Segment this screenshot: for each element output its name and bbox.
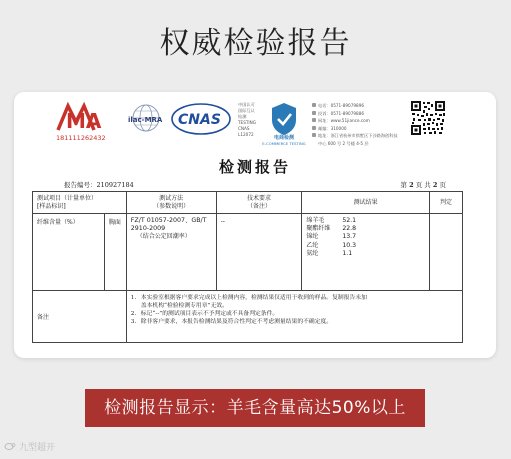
shield-title: 电商检测 (273, 135, 294, 141)
fiber-value: 13.7 (342, 233, 357, 241)
table-row (33, 214, 463, 291)
contact-line: 地址：浙江省杭州市拱墅区下沙路海创科技中心 600 号 2 号楼 4-5 层 (318, 133, 398, 146)
phone-icon (312, 111, 316, 115)
note-number: 3. (130, 319, 137, 325)
note-item (131, 294, 458, 302)
cell-item: 纤维含量（%） (33, 214, 105, 291)
col-judgement: 判定 (430, 192, 463, 214)
col-requirement-sub: （备注） (246, 202, 271, 210)
cert-line: 中国认可 (238, 102, 255, 107)
cma-logo-text: MA (66, 109, 102, 133)
cert-line: TESTING (238, 120, 257, 125)
fiber-value: 1.1 (342, 249, 353, 257)
ilac-mra-logo-icon (126, 102, 166, 136)
location-icon (312, 133, 316, 137)
table-header-row (33, 192, 463, 214)
globe-icon (312, 118, 316, 122)
cnas-logo-icon (170, 102, 232, 138)
result-row (306, 233, 425, 241)
cert-line: CNAS L12072 (238, 126, 254, 137)
cell-part: 胸面 (104, 214, 126, 291)
cell-judgement (430, 214, 463, 291)
col-method-sub: （参数说明） (153, 202, 190, 210)
fiber-name: 氨纶 (306, 249, 319, 257)
col-method (126, 192, 216, 214)
report-number-label: 报告编号： (64, 181, 97, 189)
page-total: 2 (432, 181, 438, 189)
phone-icon (312, 103, 316, 107)
page-title: 权威检验报告 (159, 26, 352, 61)
cell-requirement: -- (216, 214, 302, 291)
note-text: 本实验室根据客户要求完成以上检测内容，检测结果仅适用于收到的样品。复制报告未加 (140, 295, 367, 301)
note-number: 1. (130, 295, 137, 301)
report-number-value: 210927184 (96, 181, 134, 189)
notes-label: 备注 (33, 291, 127, 343)
cell-method (126, 214, 216, 291)
col-result: 测试结果 (302, 192, 430, 214)
fiber-value: 52.1 (342, 217, 357, 224)
col-requirement (216, 192, 302, 214)
shield-subtitle: E-COMMERCE TESTING (262, 141, 306, 146)
watermark-logo-icon (4, 442, 16, 451)
cert-line: 国际互认 (238, 108, 255, 113)
col-sample-label: [样品标识] (37, 202, 66, 210)
note-text: 标记“--”的测试项目表示不予判定或不具备判定条件。 (140, 311, 279, 317)
result-row (306, 242, 425, 250)
col-item-label: 测试项目（计量单位） (37, 194, 98, 202)
col-requirement-label: 技术要求 (246, 194, 271, 202)
contact-line: 投诉：0571-89079886 (318, 110, 365, 116)
results-table (32, 191, 463, 343)
fiber-name: 绵羊毛 (306, 217, 325, 224)
ilac-text: ilac-MRA (128, 116, 163, 124)
page-label-suffix: 页 (439, 181, 446, 189)
report-heading: 检测报告 (218, 158, 291, 176)
notes-row (33, 291, 463, 343)
report-image (14, 92, 496, 358)
cert-line: 检测 (238, 114, 247, 119)
cnas-text: CNAS (178, 112, 221, 128)
result-row (306, 250, 425, 258)
note-text: 除非客户要求，本报告检测结果及符合性判定不考虑测量结果的不确定度。 (140, 319, 333, 325)
mail-icon (312, 126, 316, 130)
page-label-mid: 页 共 (415, 181, 431, 189)
contact-info (312, 102, 398, 147)
watermark-text: 九型超开 (19, 443, 56, 453)
method-sub: （结合公定回潮率） (136, 233, 191, 240)
fiber-name: 聚酯纤维 (306, 225, 331, 233)
summary-banner: 检测报告显示：羊毛含量高达50%以上 (85, 389, 425, 427)
fiber-name: 锦纶 (306, 233, 319, 241)
col-method-label: 测试方法 (159, 194, 184, 202)
cma-number: 181111262432 (56, 134, 106, 142)
note-number: 2. (130, 311, 137, 317)
note-item (131, 310, 458, 318)
page-label-prefix: 第 (400, 181, 408, 189)
fiber-name: 乙纶 (306, 241, 319, 249)
page-current: 2 (409, 181, 414, 189)
page-count (401, 180, 446, 189)
cell-results (302, 214, 430, 291)
contact-line: 网址：www.51jiance.com (318, 118, 370, 123)
fiber-value: 10.3 (342, 241, 357, 249)
method-standard: FZ/T 01057-2007、GB/T 2910-2009 (130, 217, 207, 232)
col-item (33, 192, 127, 214)
cert-text (238, 102, 260, 138)
report-number (64, 180, 134, 189)
report-header-logos (14, 92, 496, 150)
qr-code-icon (410, 100, 446, 136)
cma-logo-icon (54, 100, 114, 142)
note-item (131, 318, 458, 326)
watermark (4, 440, 55, 453)
result-row (306, 225, 425, 233)
note-continuation: 盖本机构“检验检测专用章”无效。 (140, 303, 228, 309)
fiber-value: 22.8 (342, 225, 357, 233)
result-row (306, 217, 425, 225)
contact-line: 邮编：310000 (318, 125, 347, 131)
notes-cell (126, 291, 462, 343)
contact-line: 电话：0571-89079896 (318, 103, 365, 108)
